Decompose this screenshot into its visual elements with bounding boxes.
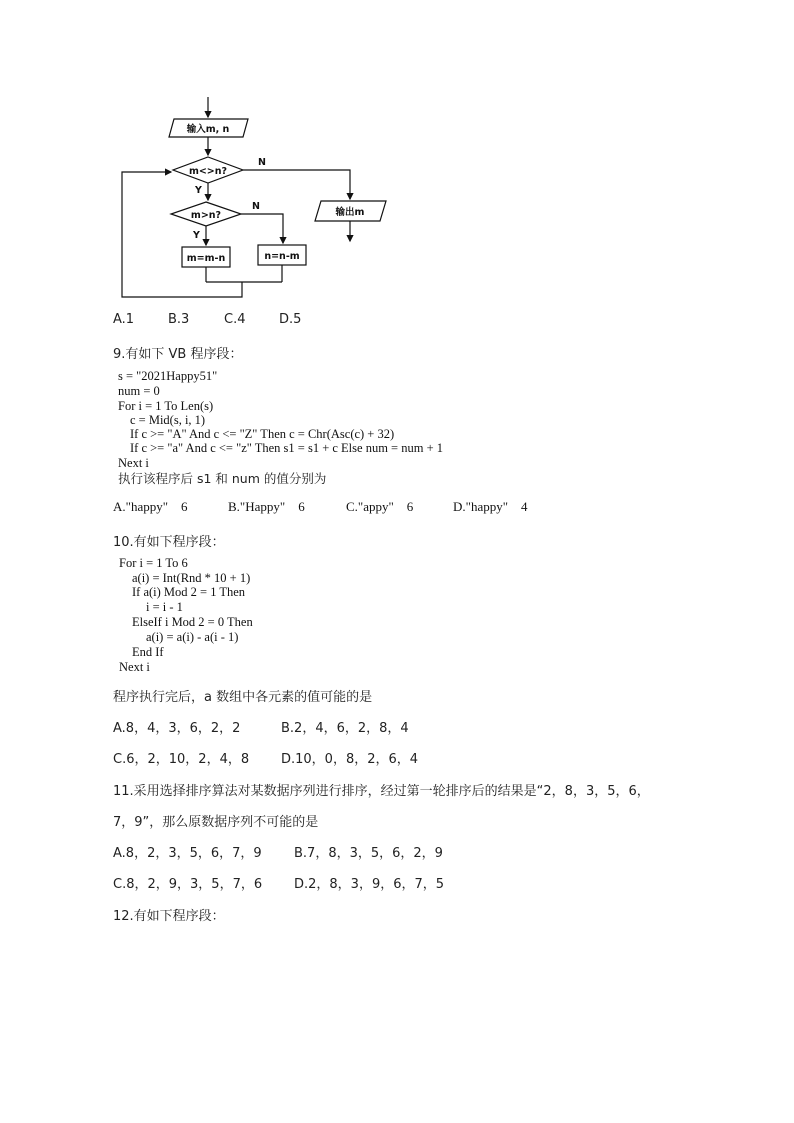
q9-code-line: Next i xyxy=(118,456,149,470)
yes-label-1: Y xyxy=(195,185,202,196)
q8-option-c: C.4 xyxy=(224,312,246,327)
q10-code-line: If a(i) Mod 2 = 1 Then xyxy=(132,585,246,599)
no-label-2: N xyxy=(252,201,260,212)
process-left-label: m=m-n xyxy=(186,253,226,264)
process-right-label: n=n-m xyxy=(264,251,300,262)
q9-code-line: For i = 1 To Len(s) xyxy=(118,399,214,413)
q10-code-line: End If xyxy=(132,645,164,659)
q12-title: 12.有如下程序段： xyxy=(113,909,225,924)
input-label: 输入m, n xyxy=(186,124,230,135)
q11-option-b: B.7，8，3，5，6，2，9 xyxy=(294,846,443,861)
q9-code-line: c = Mid(s, i, 1) xyxy=(130,413,206,427)
q9-option-a: A."happy" 6 xyxy=(113,499,188,514)
q10-code-line: ElseIf i Mod 2 = 0 Then xyxy=(132,615,253,629)
q10-option-b: B.2，4，6，2，8，4 xyxy=(281,721,409,736)
q10-option-c: C.6，2，10，2，4，8 xyxy=(113,752,250,767)
q9-question: 执行该程序后 s1 和 num 的值分别为 xyxy=(118,471,327,486)
q10-question: 程序执行完后，a 数组中各元素的值可能的是 xyxy=(113,690,373,705)
flow-arrow-no-1 xyxy=(243,170,350,199)
q11-option-a: A.8，2，3，5，6，7，9 xyxy=(113,846,262,861)
q11-option-c: C.8，2，9，3，5，7，6 xyxy=(113,877,263,892)
condition-2-label: m>n? xyxy=(190,210,222,221)
flowchart-diagram xyxy=(110,95,400,305)
q9-title: 9.有如下 VB 程序段： xyxy=(113,347,243,362)
q10-code-line: i = i - 1 xyxy=(146,600,183,614)
q11-text-line-2: 7，9”，那么原数据序列不可能的是 xyxy=(113,815,319,830)
q9-code-line: num = 0 xyxy=(118,384,160,398)
q9-option-d: D."happy" 4 xyxy=(453,499,528,514)
q9-option-c: C."appy" 6 xyxy=(346,499,414,514)
q9-code-line: s = "2021Happy51" xyxy=(118,369,218,383)
q9-code-line: If c >= "a" And c <= "z" Then s1 = s1 + c Else num = num + 1 xyxy=(130,441,443,455)
output-label: 输出m xyxy=(335,207,365,218)
q10-code-line: a(i) = Int(Rnd * 10 + 1) xyxy=(132,571,251,585)
q9-code-line: If c >= "A" And c <= "Z" Then c = Chr(Asc(c) + 32) xyxy=(130,427,395,441)
flow-loop-back xyxy=(122,172,242,297)
q8-option-d: D.5 xyxy=(279,312,302,327)
q10-option-a: A.8，4，3，6，2，2 xyxy=(113,721,241,736)
q11-text-line-1: 11.采用选择排序算法对某数据序列进行排序，经过第一轮排序后的结果是“2，8，3，5，6， xyxy=(113,784,650,799)
q10-title: 10.有如下程序段： xyxy=(113,535,225,550)
q10-code-line: For i = 1 To 6 xyxy=(119,556,188,570)
q11-option-d: D.2，8，3，9，6，7，5 xyxy=(294,877,445,892)
q8-option-b: B.3 xyxy=(168,312,190,327)
q10-option-d: D.10，0，8，2，6，4 xyxy=(281,752,419,767)
q8-option-a: A.1 xyxy=(113,312,135,327)
flow-arrow-no-2 xyxy=(241,214,283,243)
q9-option-b: B."Happy" 6 xyxy=(228,499,305,514)
condition-1-label: m<>n? xyxy=(188,166,228,177)
yes-label-2: Y xyxy=(193,230,200,241)
q10-code-line: a(i) = a(i) - a(i - 1) xyxy=(146,630,239,644)
no-label-1: N xyxy=(258,157,266,168)
q10-code-line: Next i xyxy=(119,660,150,674)
